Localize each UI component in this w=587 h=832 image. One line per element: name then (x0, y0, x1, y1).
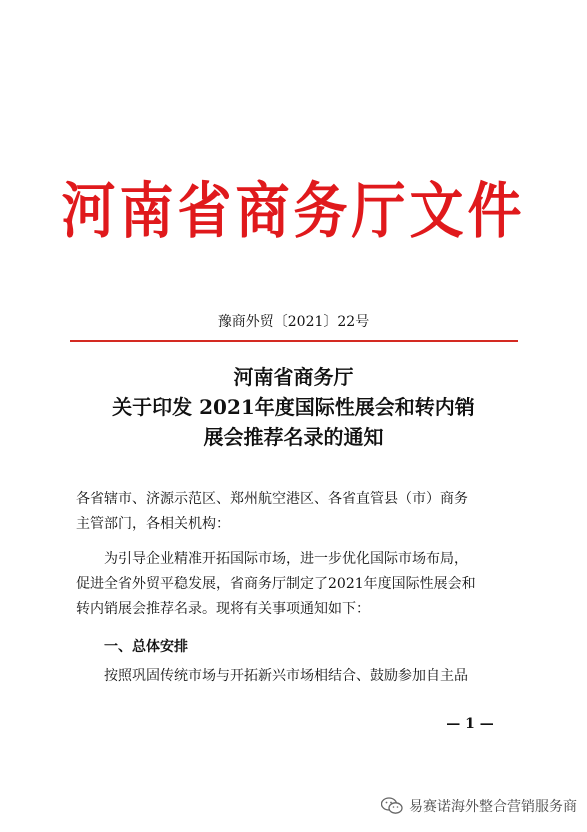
para1-line-2: 促进全省外贸平稳发展，省商务厅制定了2021年度国际性展会和 (76, 576, 476, 592)
notice-title (0, 362, 587, 452)
paragraph-intro (76, 547, 526, 622)
watermark-text: 易赛诺海外整合营销服务商 (409, 799, 577, 815)
section1-heading: 一、总体安排 (104, 639, 188, 655)
title-line-2: 关于印发 2021年度国际性展会和转内销 (112, 395, 475, 419)
watermark (381, 796, 577, 816)
para1-line-3: 转内销展会推荐名录。现将有关事项通知如下： (76, 601, 370, 617)
document-number: 豫商外贸〔2021〕22号 (217, 314, 370, 330)
recipients-line-1: 各省辖市、济源示范区、郑州航空港区、各省直管县（市）商务 (76, 491, 468, 507)
title-line-1: 河南省商务厅 (233, 365, 354, 389)
section1-line-1: 按照巩固传统市场与开拓新兴市场相结合、鼓励参加自主品 (104, 668, 468, 684)
issuer-banner: 河南省商务厅文件 (61, 174, 526, 246)
recipients (76, 487, 526, 537)
wechat-icon (381, 797, 403, 815)
para1-line-1: 为引导企业精准开拓国际市场，进一步优化国际市场布局， (104, 551, 468, 567)
recipients-line-2: 主管部门，各相关机构： (76, 516, 230, 532)
title-line-3: 展会推荐名录的通知 (203, 425, 384, 449)
section-1 (76, 635, 526, 689)
page-number: — 1 — (446, 716, 494, 732)
red-divider (70, 340, 518, 342)
